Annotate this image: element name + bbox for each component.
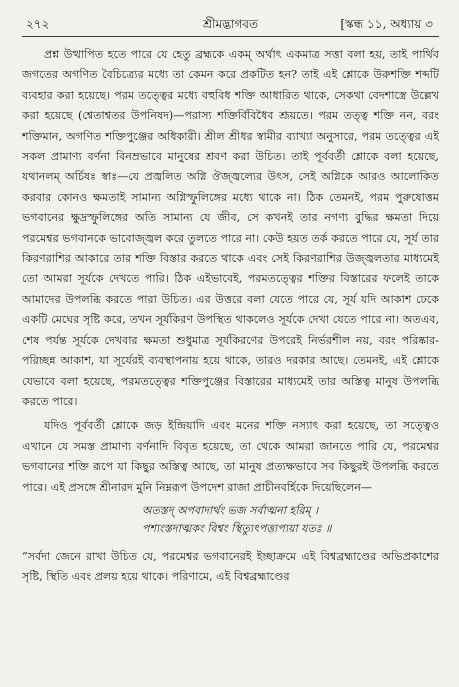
quote-paragraph: “সর্বদা জেনে রাখা উচিত যে, পরমেশ্বর ভগবানেরই ইচ্ছাক্রমে এই বিশ্বব্রহ্মাণ্ডের অভিপ্রকাশের সৃষ্টি, স্থিতি এবং প্রলয় হয়ে থাকে। পরিণামে, এই বিশ্বব্রহ্মাণ্ডের: [22, 549, 439, 584]
verse-line-2: পশ্যংস্তদাত্মকং বিশ্বং স্থিত্যুৎপত্ত্যপ্যয়া যতঃ ॥: [142, 522, 332, 536]
page-number: ২৭২: [26, 17, 50, 31]
page-body: [22, 45, 439, 588]
book-title: শ্রীমদ্ভাগবত: [202, 17, 258, 31]
page-header: [22, 14, 439, 37]
sanskrit-verse: [22, 502, 439, 539]
verse-line-1: অতস্তদ্ অপবাদার্থং ভজ সর্বাত্মনা হরিম্ ।: [142, 503, 319, 517]
paragraph-1: প্রশ্ন উত্থাপিত হতে পারে যে হেতু ব্রহ্মকে একম্ অর্থাৎ একমাত্র সত্তা বলা হয়, তাই পার্থিব জগতের অগণিত বৈচিত্র্যের মধ্যে তা কেমন করে প্রকটিত হন? তাই এই শ্লোকে উরুশক্তি শব্দটি ব্যবহার করা হয়েছে। পরম তত্ত্বের মধ্যে বহুবিধ শক্তি আধারিত থাকে, সেকথা বেদশাস্ত্রে উল্লেখ করা হয়েছে (শ্বেতাশ্বতর উপনিষদ)—পরাস্য শক্তির্বিবিধৈব শ্রূয়তে। পরম তত্ত্ব শক্তি নন, বরং শক্তিমান, অগণিত শক্তিপুঞ্জের অধিকারী। শ্রীল শ্রীধর স্বামীর ব্যাখ্যা অনুসারে, পরম তত্ত্বের এই সকল প্রামাণ্য বর্ণনা বিনম্রভাবে মানুষের শ্রবণ করা উচিত। তাই পূর্ববর্তী শ্লোকে বলা হয়েছে, যথানলম্ অর্চিষঃ স্বাঃ—যে প্রজ্বলিত অগ্নি ঔজ্জ্বল্যের উৎস, সেই অগ্নিকে আরও আলোকিত করবার কোনও ক্ষমতাই সামান্য অগ্নিস্ফুলিঙ্গের মধ্যে থাকে না। ঠিক তেমনই, পরম পুরুষোত্তম ভগবানের ক্ষুদ্রস্ফুলিঙ্গের অতি সামান্য যে জীব, সে কখনই তার নগণ্য বুদ্ধির ক্ষমতা দিয়ে পরমেশ্বর ভগবানকে ভাবোজ্জ্বল করে তুলতে পারে না। কেউ হয়ত তর্ক করতে পারে যে, সূর্য তার কিরণরাশির আকারে তার শক্তি বিস্তার করতে থাকে এবং সেই কিরণরাশির উজ্জ্বলতার মাধ্যমেই তো আমরা সূর্যকে দেখতে পারি। ঠিক এইভাবেই, পরমতত্ত্বের শক্তির বিস্তারের ফলেই তাকে আমাদের উপলব্ধি করতে পারা উচিত। এর উত্তরে বলা যেতে পারে যে, সূর্য যদি আকাশ ঢেকে একটি মেঘের সৃষ্টি করে, তখন সূর্যকিরণ উপস্থিত থাকলেও সূর্যকে দেখা যেতে পারে না। অতএব, শেষ পর্যন্ত সূর্যকে দেখবার ক্ষমতা শুধুমাত্র সূর্যকিরণের উপরেই নির্ভরশীল নয়, বরং পরিষ্কার-পরিচ্ছন্ন আকাশ, যা সূর্যেরই ব্যবস্থাপনায় হয়ে থাকে, তারও দরকার আছে। তেমনই, এই শ্লোকে যেভাবে বলা হয়েছে, পরমতত্ত্বের শক্তিপুঞ্জের বিস্তারের মাধ্যমেই তার অস্তিত্ব মানুষ উপলব্ধি করতে পারে।: [22, 48, 439, 408]
paragraph-2: যদিও পূর্ববর্তী শ্লোকে জড় ইন্দ্রিয়াদি এবং মনের শক্তি নস্যাৎ করা হয়েছে, তা সত্ত্বেও এখানে যে সমস্ত প্রামাণ্য বর্ণনাদি বিবৃত হয়েছে, তা থেকে আমরা জানতে পারি যে, পরমেশ্বর ভগবানের শক্তি রূপে যা কিছুর অস্তিত্ব আছে, তা মানুষ প্রত্যক্ষভাবে সব কিছুরই উপলব্ধি করতে পারে। এই প্রসঙ্গে শ্রীনারদ মুনি নিম্নরূপ উপদেশ রাজা প্রাচীনবর্হিকে দিয়েছিলেন—: [22, 419, 439, 494]
section-label: [স্কন্ধ ১১, অধ্যায় ৩: [340, 17, 433, 31]
